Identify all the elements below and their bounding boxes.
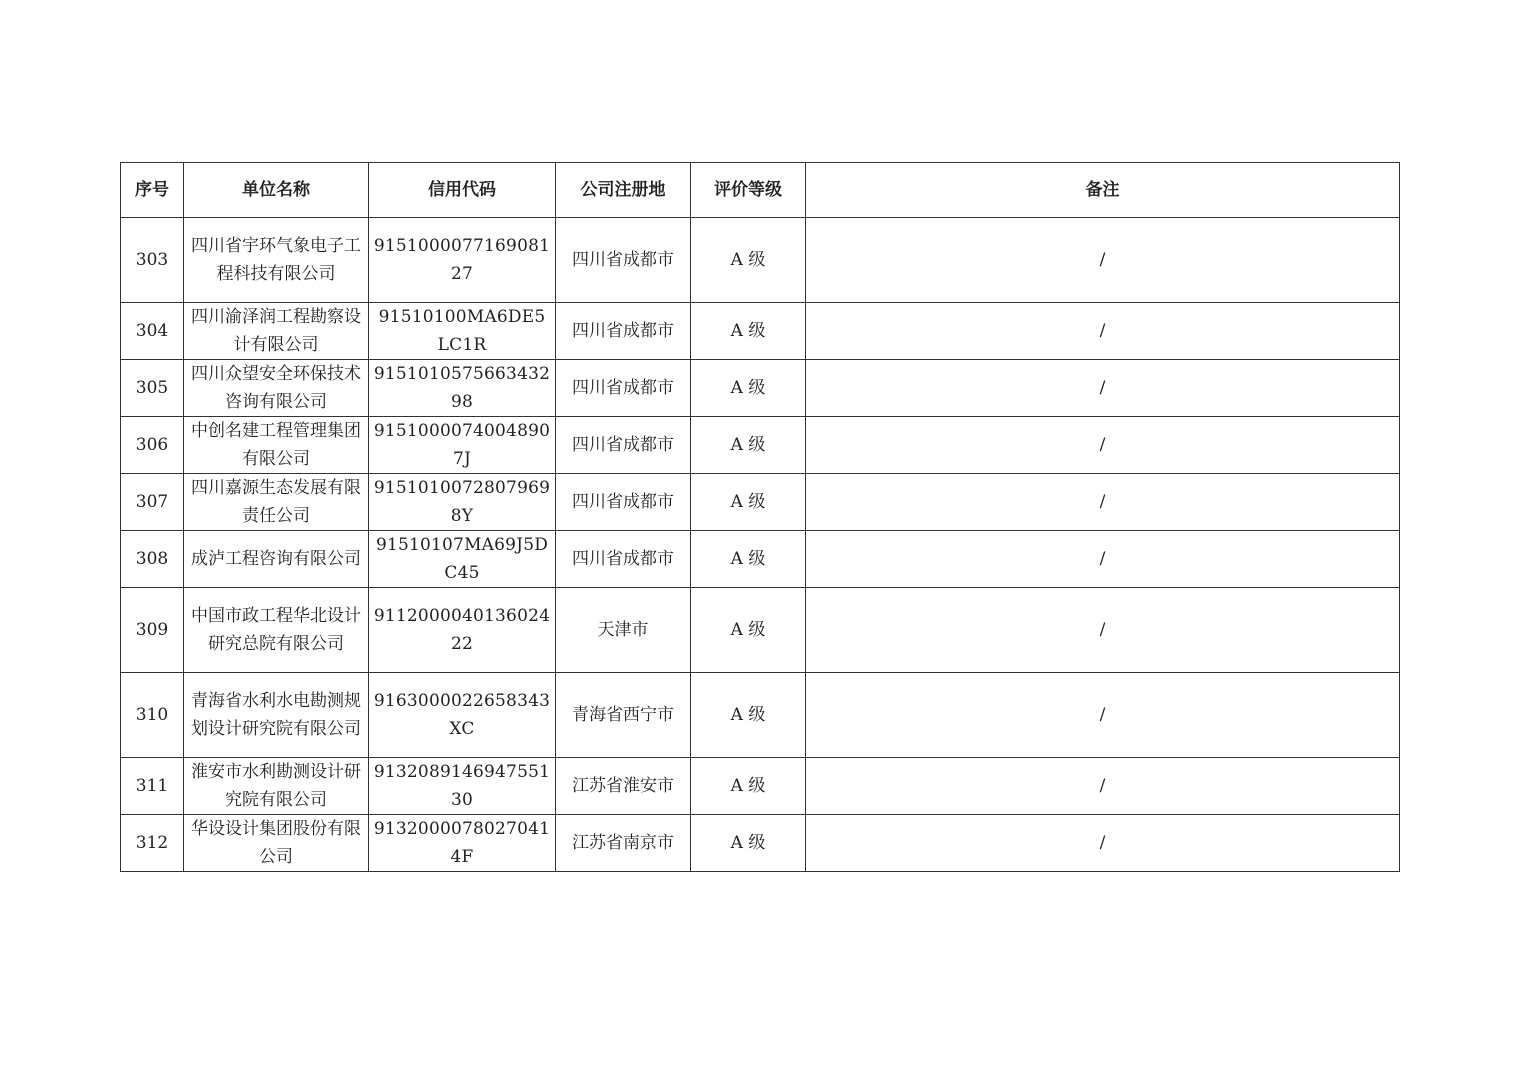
cell-location: 四川省成都市	[556, 218, 691, 303]
cell-seq: 307	[121, 474, 184, 531]
cell-note: /	[806, 673, 1400, 758]
cell-code: 915101057566343298	[369, 360, 556, 417]
table-row	[121, 474, 1400, 531]
cell-code: 91510000740048907J	[369, 417, 556, 474]
cell-grade: A 级	[691, 531, 806, 588]
cell-name: 华设设计集团股份有限公司	[184, 815, 369, 872]
cell-seq: 305	[121, 360, 184, 417]
cell-grade: A 级	[691, 417, 806, 474]
table-row	[121, 673, 1400, 758]
cell-name: 中创名建工程管理集团有限公司	[184, 417, 369, 474]
cell-seq: 306	[121, 417, 184, 474]
cell-note: /	[806, 531, 1400, 588]
cell-code: 91510107MA69J5DC45	[369, 531, 556, 588]
cell-location: 四川省成都市	[556, 417, 691, 474]
cell-seq: 309	[121, 588, 184, 673]
cell-grade: A 级	[691, 673, 806, 758]
company-rating-table	[120, 162, 1400, 872]
cell-grade: A 级	[691, 218, 806, 303]
cell-seq: 311	[121, 758, 184, 815]
cell-note: /	[806, 417, 1400, 474]
cell-seq: 303	[121, 218, 184, 303]
cell-seq: 308	[121, 531, 184, 588]
cell-code: 91320000780270414F	[369, 815, 556, 872]
cell-location: 天津市	[556, 588, 691, 673]
cell-grade: A 级	[691, 815, 806, 872]
header-location: 公司注册地	[556, 163, 691, 218]
table-row	[121, 815, 1400, 872]
cell-name: 中国市政工程华北设计研究总院有限公司	[184, 588, 369, 673]
cell-seq: 312	[121, 815, 184, 872]
table-row	[121, 303, 1400, 360]
cell-name: 四川嘉源生态发展有限责任公司	[184, 474, 369, 531]
table-row	[121, 588, 1400, 673]
cell-note: /	[806, 758, 1400, 815]
cell-grade: A 级	[691, 758, 806, 815]
cell-code: 913208914694755130	[369, 758, 556, 815]
cell-grade: A 级	[691, 474, 806, 531]
cell-name: 四川众望安全环保技术咨询有限公司	[184, 360, 369, 417]
cell-grade: A 级	[691, 303, 806, 360]
cell-code: 91510100728079698Y	[369, 474, 556, 531]
cell-location: 江苏省南京市	[556, 815, 691, 872]
cell-code: 911200004013602422	[369, 588, 556, 673]
cell-code: 9163000022658343XC	[369, 673, 556, 758]
cell-code: 915100007716908127	[369, 218, 556, 303]
cell-seq: 304	[121, 303, 184, 360]
header-name: 单位名称	[184, 163, 369, 218]
cell-location: 四川省成都市	[556, 474, 691, 531]
table-row	[121, 218, 1400, 303]
cell-location: 江苏省淮安市	[556, 758, 691, 815]
cell-note: /	[806, 360, 1400, 417]
cell-note: /	[806, 815, 1400, 872]
cell-name: 淮安市水利勘测设计研究院有限公司	[184, 758, 369, 815]
cell-location: 四川省成都市	[556, 531, 691, 588]
cell-note: /	[806, 474, 1400, 531]
cell-seq: 310	[121, 673, 184, 758]
cell-code: 91510100MA6DE5LC1R	[369, 303, 556, 360]
cell-name: 青海省水利水电勘测规划设计研究院有限公司	[184, 673, 369, 758]
cell-name: 四川渝泽润工程勘察设计有限公司	[184, 303, 369, 360]
header-note: 备注	[806, 163, 1400, 218]
table-row	[121, 758, 1400, 815]
header-grade: 评价等级	[691, 163, 806, 218]
table-row	[121, 531, 1400, 588]
table-row	[121, 417, 1400, 474]
header-code: 信用代码	[369, 163, 556, 218]
cell-location: 四川省成都市	[556, 360, 691, 417]
cell-note: /	[806, 588, 1400, 673]
cell-location: 青海省西宁市	[556, 673, 691, 758]
cell-name: 四川省宇环气象电子工程科技有限公司	[184, 218, 369, 303]
cell-location: 四川省成都市	[556, 303, 691, 360]
table-row	[121, 360, 1400, 417]
cell-grade: A 级	[691, 360, 806, 417]
header-row	[121, 163, 1400, 218]
cell-note: /	[806, 218, 1400, 303]
cell-name: 成泸工程咨询有限公司	[184, 531, 369, 588]
cell-note: /	[806, 303, 1400, 360]
header-seq: 序号	[121, 163, 184, 218]
cell-grade: A 级	[691, 588, 806, 673]
